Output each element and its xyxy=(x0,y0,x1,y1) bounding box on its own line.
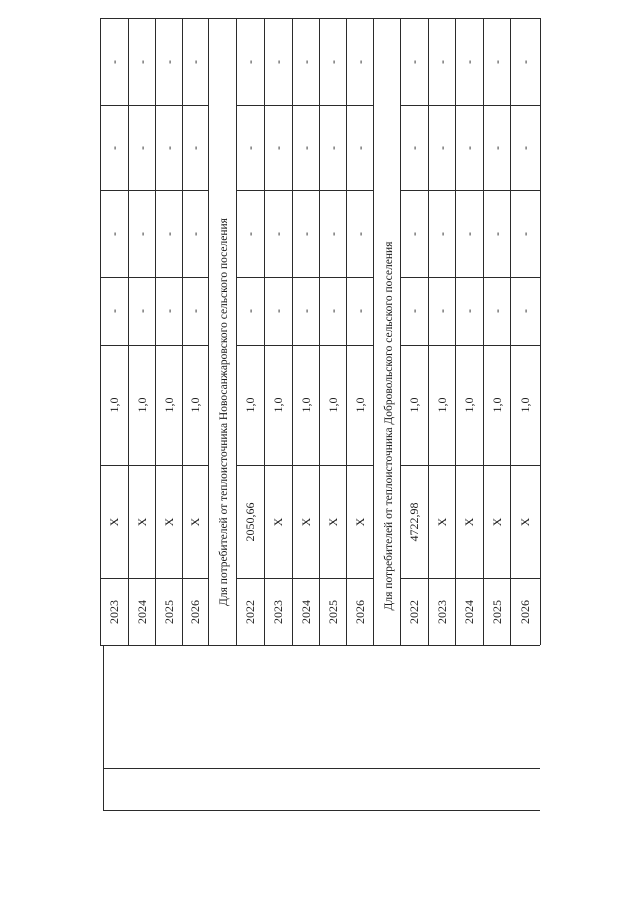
column-divider xyxy=(346,105,373,106)
column-divider xyxy=(128,105,155,106)
column-divider xyxy=(264,277,292,278)
top-row-3-c4-text: - xyxy=(188,309,202,313)
column-divider xyxy=(428,105,455,106)
column-divider xyxy=(264,105,292,106)
column-divider xyxy=(128,465,155,466)
column-divider xyxy=(319,105,346,106)
top-row-0-year-text: 2023 xyxy=(107,599,121,624)
top-row-3-c6-text: - xyxy=(188,145,202,150)
column-divider xyxy=(182,465,208,466)
column-divider xyxy=(510,465,540,466)
sec2-row-4-c6-text: - xyxy=(518,145,532,150)
column-divider xyxy=(428,345,455,346)
sec1-row-3-value-text: X xyxy=(325,517,340,526)
column-divider xyxy=(455,277,483,278)
row-divider xyxy=(510,18,511,645)
column-divider xyxy=(510,578,540,579)
section-title-novosanzharovskoe-text: Для потребителей от теплоисточника Новосанжаровского сельского поселения xyxy=(218,218,230,606)
column-divider xyxy=(264,190,292,191)
sec1-row-2-year-text: 2024 xyxy=(298,599,313,624)
sec2-row-2-c4-text: - xyxy=(462,309,476,313)
sec1-row-1-value-text: X xyxy=(271,517,285,526)
top-row-2-c5-text: - xyxy=(161,231,176,236)
sec1-row-3-c7-text: - xyxy=(325,59,340,64)
row-divider xyxy=(292,18,293,645)
sec2-row-0-c6-text: - xyxy=(407,145,421,150)
top-row-1-c4-text: - xyxy=(134,309,149,313)
column-divider xyxy=(128,578,155,579)
column-divider xyxy=(319,277,346,278)
row-divider xyxy=(155,18,156,645)
top-row-2-c7-text: - xyxy=(161,59,176,64)
column-divider xyxy=(128,277,155,278)
column-divider xyxy=(510,105,540,106)
top-row-0-c7-text: - xyxy=(107,59,121,64)
column-divider xyxy=(155,105,182,106)
row-divider xyxy=(540,18,541,645)
sec1-row-1-coef-text: 1,0 xyxy=(271,397,285,413)
column-divider xyxy=(182,190,208,191)
sec2-row-1-year-text: 2023 xyxy=(434,599,449,624)
row-divider xyxy=(236,18,237,645)
sec2-row-3-value-text: X xyxy=(489,517,504,526)
column-divider xyxy=(100,578,128,579)
column-divider xyxy=(182,105,208,106)
sec2-row-0-c7-text: - xyxy=(407,59,421,64)
row-divider xyxy=(483,18,484,645)
column-divider xyxy=(182,277,208,278)
row-divider xyxy=(373,18,374,645)
top-row-0-c6-text: - xyxy=(107,145,121,150)
sec2-row-3-c6-text: - xyxy=(489,145,504,150)
top-row-0-value-text: X xyxy=(107,517,121,526)
column-divider xyxy=(400,190,428,191)
stub-mid-line xyxy=(103,768,540,769)
stub-bottom-line xyxy=(103,810,540,811)
sec1-row-1-c6-text: - xyxy=(271,145,285,150)
sec1-row-4-coef-text: 1,0 xyxy=(352,397,367,413)
sec1-row-4-c6-text: - xyxy=(352,145,367,150)
sec2-row-0-c5-text: - xyxy=(407,231,421,236)
column-divider xyxy=(264,465,292,466)
column-divider xyxy=(400,277,428,278)
sec1-row-0-coef-text: 1,0 xyxy=(243,397,257,413)
column-divider xyxy=(400,578,428,579)
column-divider xyxy=(155,345,182,346)
row-divider xyxy=(428,18,429,645)
sec2-row-4-c7-text: - xyxy=(518,59,532,64)
top-row-1-value-text: X xyxy=(134,517,149,526)
column-divider xyxy=(400,465,428,466)
sec2-row-1-c4-text: - xyxy=(434,309,449,313)
sec2-row-2-year-text: 2024 xyxy=(462,599,476,624)
column-divider xyxy=(346,277,373,278)
column-divider xyxy=(346,465,373,466)
column-divider xyxy=(483,345,510,346)
sec2-row-2-c7-text: - xyxy=(462,59,476,64)
table-bottom-border xyxy=(100,645,540,646)
column-divider xyxy=(346,190,373,191)
sec2-row-4-value-text: X xyxy=(518,517,532,526)
sec2-row-4-c5-text: - xyxy=(518,231,532,236)
column-divider xyxy=(236,345,264,346)
column-divider xyxy=(510,277,540,278)
sec1-row-0-value-text: 2050,66 xyxy=(243,502,257,541)
column-divider xyxy=(155,465,182,466)
top-row-2-value-text: X xyxy=(161,517,176,526)
column-divider xyxy=(400,105,428,106)
sec2-row-0-c4-text: - xyxy=(407,309,421,313)
column-divider xyxy=(182,578,208,579)
column-divider xyxy=(155,277,182,278)
sec2-row-3-c5-text: - xyxy=(489,231,504,236)
row-divider xyxy=(100,18,101,645)
column-divider xyxy=(236,578,264,579)
column-divider xyxy=(155,190,182,191)
column-divider xyxy=(455,465,483,466)
sec1-row-2-c4-text: - xyxy=(298,309,313,313)
top-row-1-c6-text: - xyxy=(134,145,149,150)
top-row-3-c5-text: - xyxy=(188,231,202,236)
column-divider xyxy=(483,277,510,278)
column-divider xyxy=(428,465,455,466)
sec2-row-2-c5-text: - xyxy=(462,231,476,236)
column-divider xyxy=(236,277,264,278)
column-divider xyxy=(128,345,155,346)
column-divider xyxy=(100,465,128,466)
sec2-row-0-coef-text: 1,0 xyxy=(407,397,421,413)
row-divider xyxy=(400,18,401,645)
sec2-row-2-c6-text: - xyxy=(462,145,476,150)
top-row-0-c5-text: - xyxy=(107,231,121,236)
column-divider xyxy=(292,465,319,466)
sec1-row-0-c6-text: - xyxy=(243,145,257,150)
sec1-row-3-c5-text: - xyxy=(325,231,340,236)
column-divider xyxy=(292,277,319,278)
sec2-row-2-value-text: X xyxy=(462,517,476,526)
top-row-2-year-text: 2025 xyxy=(161,599,176,624)
column-divider xyxy=(236,105,264,106)
sec1-row-4-c5-text: - xyxy=(352,231,367,236)
sec1-row-2-c6-text: - xyxy=(298,145,313,150)
column-divider xyxy=(346,578,373,579)
column-divider xyxy=(128,190,155,191)
column-divider xyxy=(428,578,455,579)
top-row-1-c7-text: - xyxy=(134,59,149,64)
sec1-row-4-c4-text: - xyxy=(352,309,367,313)
sec2-row-3-year-text: 2025 xyxy=(489,599,504,624)
sec1-row-2-coef-text: 1,0 xyxy=(298,397,313,413)
sec1-row-1-c4-text: - xyxy=(271,309,285,313)
top-row-1-year-text: 2024 xyxy=(134,599,149,624)
sec1-row-3-coef-text: 1,0 xyxy=(325,397,340,413)
sec2-row-3-coef-text: 1,0 xyxy=(489,397,504,413)
column-divider xyxy=(319,345,346,346)
top-border xyxy=(100,18,540,19)
sec1-row-3-c4-text: - xyxy=(325,309,340,313)
column-divider xyxy=(100,105,128,106)
sec2-row-4-year-text: 2026 xyxy=(518,599,532,624)
top-row-2-coef-text: 1,0 xyxy=(161,397,176,413)
sec1-row-1-year-text: 2023 xyxy=(271,599,285,624)
sec1-row-2-c5-text: - xyxy=(298,231,313,236)
column-divider xyxy=(428,190,455,191)
column-divider xyxy=(292,105,319,106)
top-row-1-c5-text: - xyxy=(134,231,149,236)
column-divider xyxy=(483,465,510,466)
sec2-row-4-c4-text: - xyxy=(518,309,532,313)
sec2-row-3-c7-text: - xyxy=(489,59,504,64)
sec2-row-4-coef-text: 1,0 xyxy=(518,397,532,413)
column-divider xyxy=(483,105,510,106)
top-row-3-c7-text: - xyxy=(188,59,202,64)
row-divider xyxy=(182,18,183,645)
top-row-3-coef-text: 1,0 xyxy=(188,397,202,413)
sec1-row-0-year-text: 2022 xyxy=(243,599,257,624)
column-divider xyxy=(400,345,428,346)
top-row-3-value-text: X xyxy=(188,517,202,526)
column-divider xyxy=(182,345,208,346)
sec1-row-2-value-text: X xyxy=(298,517,313,526)
row-divider xyxy=(346,18,347,645)
column-divider xyxy=(455,345,483,346)
row-divider xyxy=(319,18,320,645)
column-divider xyxy=(236,190,264,191)
sec1-row-1-c5-text: - xyxy=(271,231,285,236)
column-divider xyxy=(455,190,483,191)
sec2-row-1-coef-text: 1,0 xyxy=(434,397,449,413)
section-title-dobrovolskoe-text: Для потребителей от теплоисточника Добровольского сельского поселения xyxy=(382,241,395,611)
sec1-row-1-c7-text: - xyxy=(271,59,285,64)
column-divider xyxy=(483,578,510,579)
top-row-0-coef-text: 1,0 xyxy=(107,397,121,413)
sec1-row-3-year-text: 2025 xyxy=(325,599,340,624)
row-divider xyxy=(208,18,209,645)
column-divider xyxy=(510,190,540,191)
column-divider xyxy=(292,578,319,579)
sec2-row-0-value-text: 4722,98 xyxy=(407,502,421,541)
column-divider xyxy=(155,578,182,579)
sec2-row-1-c7-text: - xyxy=(434,59,449,64)
sec2-row-1-value-text: X xyxy=(434,517,449,526)
sec1-row-2-c7-text: - xyxy=(298,59,313,64)
sec1-row-0-c5-text: - xyxy=(243,231,257,236)
column-divider xyxy=(455,578,483,579)
top-row-2-c6-text: - xyxy=(161,145,176,150)
column-divider xyxy=(319,190,346,191)
row-divider xyxy=(455,18,456,645)
sec2-row-2-coef-text: 1,0 xyxy=(462,397,476,413)
column-divider xyxy=(483,190,510,191)
sec2-row-3-c4-text: - xyxy=(489,309,504,313)
column-divider xyxy=(292,190,319,191)
sec1-row-3-c6-text: - xyxy=(325,145,340,150)
sec2-row-0-year-text: 2022 xyxy=(407,599,421,624)
column-divider xyxy=(264,345,292,346)
column-divider xyxy=(100,277,128,278)
column-divider xyxy=(346,345,373,346)
column-divider xyxy=(319,465,346,466)
sec1-row-4-year-text: 2026 xyxy=(352,599,367,624)
column-divider xyxy=(236,465,264,466)
top-row-2-c4-text: - xyxy=(161,309,176,313)
sec2-row-1-c6-text: - xyxy=(434,145,449,150)
top-row-1-coef-text: 1,0 xyxy=(134,397,149,413)
column-divider xyxy=(319,578,346,579)
column-divider xyxy=(264,578,292,579)
sec1-row-0-c7-text: - xyxy=(243,59,257,64)
sec1-row-4-c7-text: - xyxy=(352,59,367,64)
column-divider xyxy=(510,345,540,346)
sec2-row-1-c5-text: - xyxy=(434,231,449,236)
row-divider xyxy=(264,18,265,645)
sec1-row-4-value-text: X xyxy=(352,517,367,526)
column-divider xyxy=(292,345,319,346)
column-divider xyxy=(100,190,128,191)
sec1-row-0-c4-text: - xyxy=(243,309,257,313)
column-divider xyxy=(100,345,128,346)
column-divider xyxy=(428,277,455,278)
row-divider xyxy=(128,18,129,645)
top-row-0-c4-text: - xyxy=(107,309,121,313)
top-row-3-year-text: 2026 xyxy=(188,599,202,624)
column-divider xyxy=(455,105,483,106)
stub-left-border xyxy=(103,645,104,810)
